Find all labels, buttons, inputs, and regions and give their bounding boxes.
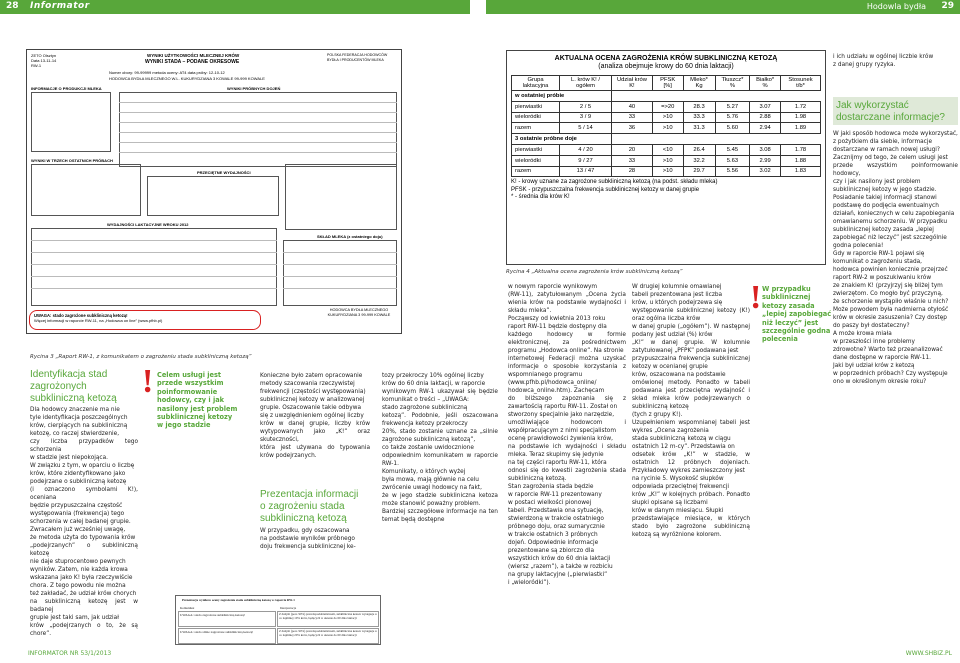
text-line: i ich udziału w ogólnej liczbie krów bbox=[833, 54, 934, 60]
text-line: na grupy laktacyjne („pierwiastki” bbox=[508, 572, 608, 578]
text-line: krów w danej grupie, liczby krów wytypowanych jako „K!” oraz skuteczności, bbox=[260, 421, 370, 443]
table-row bbox=[512, 101, 821, 112]
table-cell: 29.7 bbox=[683, 166, 715, 177]
table-header-cell: Białko* % bbox=[750, 76, 781, 91]
text-line: metody szacowania rzeczywistej bbox=[260, 381, 355, 387]
text-line: do bliższego zapoznania się z zawartością raportu RW-11. Został on bbox=[508, 396, 626, 410]
text-line: na podstawie ich wydajności i składu mleka. Teraz skupimy się jedynie bbox=[508, 444, 626, 458]
page-number-right: 29 bbox=[941, 1, 954, 11]
table-cell: 20 bbox=[612, 144, 653, 155]
table-header-cell: Tłuszcz* % bbox=[715, 76, 750, 91]
table-cell: 5.27 bbox=[715, 101, 750, 112]
table-cell: 33 bbox=[612, 155, 653, 166]
text-line: odpowiada przeciętnej frekwencji bbox=[632, 484, 730, 490]
text-line: krów, u których podejrzewa się bbox=[632, 300, 723, 306]
text-line: Posiadanie takiej informacji stanowi bbox=[833, 195, 937, 201]
test-milkings-block bbox=[119, 92, 397, 167]
table-cell: 3.02 bbox=[750, 166, 781, 177]
text-line: co także zostanie uwidocznione bbox=[382, 445, 474, 451]
table-cell: 1.88 bbox=[781, 155, 821, 166]
column3-text-top bbox=[260, 372, 370, 460]
text-line: w nowym raporcie wynikowym bbox=[508, 284, 598, 290]
text-line: w postaci wielkości pionowej bbox=[508, 500, 592, 506]
text-line: ostatnich 12 m-cy”. Przedstawia on bbox=[632, 444, 735, 450]
text-line: Zacznijmy od tego, że celem usługi jest bbox=[833, 155, 948, 161]
text-line: chora. Z tego powodu nie można bbox=[30, 583, 126, 589]
text-line: W jaki sposób hodowca może wykorzystać, bbox=[833, 131, 958, 137]
text-line: stworzony specjalnie jako narzędzie, bbox=[508, 412, 615, 418]
text-line: na tej części raportu RW-11, która bbox=[508, 460, 607, 466]
text-line: tozy przekroczy 10% ogólnej liczby bbox=[382, 373, 484, 379]
text-line: hodowca powinien koniecznie przejrzeć bbox=[833, 267, 948, 273]
text-line: też zakładać, że udział krów chorych bbox=[30, 591, 137, 597]
text-line: grupie jest taki sam, jak udział bbox=[30, 615, 119, 621]
table-header-cell: L. krów K! / ogółem bbox=[560, 76, 612, 91]
text-line: tyle identyfikacja poszczególnych bbox=[30, 415, 128, 421]
text-line: w raporcie RW-11 prezentowany bbox=[508, 492, 602, 498]
table-cell: =>20 bbox=[652, 101, 683, 112]
text-line: W drugiej kolumnie omawianej bbox=[632, 284, 722, 290]
text-line: w stadzie jest niepokojąca. bbox=[30, 455, 109, 461]
table-header-cell: PFSK [%] bbox=[652, 76, 683, 91]
callout-line: Celem usługi jest bbox=[157, 371, 222, 379]
text-line: Stan zagrożenia stada będzie bbox=[508, 484, 594, 490]
text-line: ketozą”. Podobnie, jeśli oszacowana frekwencja ketozy przekroczy bbox=[382, 413, 498, 427]
text-line: przedstawiające miesiące, w których stado było zagrożone subkliniczną ketozą są wyróżnione kolorem. bbox=[632, 516, 750, 538]
table-cell: 40 bbox=[612, 101, 653, 112]
rw1-interpretation-table: Prezentacja wyników oceny zagrożenia stada subkliniczną ketozą w raporcie RW-1 Komunikat Interpretacja UWAGA: stado zagrożone subkliniczną ketozą! Z dużym (pow. 90%) prawdopodobieństwem, subkliniczna ketoza występuje u co najmniej 10% krów, będących w okresie do 60 dnia laktacji UWAGA: stado silnie zagrożone subkliniczną ketozą! Z dużym (pow. 90%) prawdopodobieństwem, subkliniczna ketoza występuje u co najmniej 20% krów, będących w okresie do 60 dnia laktacji bbox=[175, 595, 381, 645]
column6-text bbox=[632, 283, 750, 539]
column3-text-bottom bbox=[260, 527, 370, 551]
table-header-cell: Udział krów K! bbox=[612, 76, 653, 91]
text-line: (www.pfhb.pl/hodowca_online/ bbox=[508, 380, 597, 386]
text-line: dostarczane w ramach nowej usługi? bbox=[833, 147, 940, 153]
page-number-left: 28 bbox=[6, 1, 19, 11]
text-line: działań, koniecznych w celu zapobiegania bbox=[833, 211, 955, 217]
text-line: odnosi się do kwestii zagrożenia stada subkliniczną ketozą. bbox=[508, 468, 626, 482]
table-cell: 5.45 bbox=[715, 144, 750, 155]
table-cell: 2.99 bbox=[750, 155, 781, 166]
text-line: wyników. Zatem, nie każda krowa bbox=[30, 567, 128, 573]
text-line: raport RW-2 w poszukiwaniu krów bbox=[833, 275, 932, 281]
table-row bbox=[512, 144, 821, 155]
text-line: frekwencji (częstości występowania) bbox=[260, 389, 366, 395]
composition-block bbox=[283, 240, 397, 306]
text-line: zapobiegać niż leczyć” jest szczególnie bbox=[833, 235, 947, 241]
text-line: dane dostępne w raporcie RW-11. bbox=[833, 355, 931, 361]
text-line: krów „podejrzanych o to, że są chore”. bbox=[30, 623, 138, 637]
text-line: omawianemu schorzeniu. W przypadku bbox=[833, 219, 947, 225]
table-cell: 1.83 bbox=[781, 166, 821, 177]
table-cell: 31.3 bbox=[683, 123, 715, 134]
text-line: (tych z grupy K!). bbox=[632, 412, 683, 418]
text-line: każdego hodowcy w formie elektronicznej, za pośrednictwem programu „Hodowca online”. Na stronie bbox=[508, 332, 626, 354]
text-line: że schorzenie wystąpiło właśnie u nich? bbox=[833, 299, 949, 305]
text-line: przede wszystkim poinformowanie hodowcy, bbox=[833, 163, 958, 177]
text-line: schorzenia w całej badanej grupie. bbox=[30, 519, 131, 525]
text-line: występowanie subklinicznej ketozy (K!) oraz ogólna liczba krów bbox=[632, 308, 750, 322]
callout-line: szczególnie godna bbox=[762, 327, 831, 336]
last-three-block bbox=[31, 164, 141, 216]
text-line: Dla hodowcy znaczenie ma nie bbox=[30, 407, 120, 413]
text-line: w przeszłości inne problemy bbox=[833, 339, 915, 345]
text-line: która jest używana do typowania krów podejrzanych. bbox=[260, 445, 370, 459]
text-line: stwierdzoną w trakcie ostatniego bbox=[508, 516, 604, 522]
text-line: tabeli. Przedstawia ona sytuację, bbox=[508, 508, 604, 514]
table-cell: 3 / 9 bbox=[560, 112, 612, 123]
table-cell: razem bbox=[512, 166, 560, 177]
text-line: krów w okresie zasuszenia? Czy dostęp bbox=[833, 315, 947, 321]
text-line: W związku z tym, w oparciu o liczbę bbox=[30, 463, 135, 469]
text-line: zwierzętom. Co mogło być przyczyną, bbox=[833, 291, 943, 297]
text-line: będzie przypuszczalna częstość bbox=[30, 503, 123, 509]
footer-right: WWW.SHBIZ.PL bbox=[905, 650, 952, 657]
table-cell: 13 / 47 bbox=[560, 166, 612, 177]
text-line: zdrowotne? Warto też przeanalizować bbox=[833, 347, 943, 353]
text-line: komunikat o zagrożeniu stada, bbox=[833, 259, 923, 265]
table-cell: 26.4 bbox=[683, 144, 715, 155]
text-line: internetowej Federacji można uzyskać informacje o sposobie korzystania z wspomnianego programu bbox=[508, 356, 626, 378]
table-cell: 3.07 bbox=[750, 101, 781, 112]
column4-text bbox=[382, 372, 498, 524]
text-line: czy i jak nasilony jest problem bbox=[833, 179, 921, 185]
text-line: z pożytkiem dla siebie, informacje bbox=[833, 139, 933, 145]
section-lactation: WYDAJNOŚCI LAKTACYJNE WROKU 2012 bbox=[107, 222, 189, 227]
text-line: „podejrzanych” o subkliniczną ketozę bbox=[30, 543, 138, 557]
left-column-text bbox=[30, 406, 138, 638]
text-line: (RW-11), zatytułowanym „Ocena życia wienia krów na podstawie wydajności i składu mleka”. bbox=[508, 292, 626, 314]
assessment-title: AKTUALNA OCENA ZAGROŻENIA KRÓW SUBKLINICZNĄ KETOZĄ bbox=[554, 55, 778, 62]
table-row bbox=[512, 155, 821, 166]
table-header-cell: Grupa laktacyjna bbox=[512, 76, 560, 91]
heading-presentation: Prezentacja informacji o zagrożeniu stada subkliniczną ketozą bbox=[260, 489, 359, 524]
text-line: (wiersz „razem”), a także w rozbiciu bbox=[508, 564, 613, 570]
column5-text bbox=[508, 283, 626, 587]
farm-line: Numer obory: 99-99999 metoda oceny: AT4 data próby: 12-10-12 bbox=[109, 70, 225, 75]
text-line: występowania (frekwencja) tego bbox=[30, 511, 125, 517]
table-cell: 5.56 bbox=[715, 166, 750, 177]
text-line: czy liczba przypadków tego schorzenia bbox=[30, 439, 138, 453]
text-line: podstawę do podjęcia ewentualnych bbox=[833, 203, 939, 209]
text-line: Komunikaty, o których wyżej bbox=[382, 469, 466, 475]
table-cell: 36 bbox=[612, 123, 653, 134]
page-header-right bbox=[486, 0, 960, 14]
text-line: Jaki był udział krów z ketozą bbox=[833, 363, 915, 369]
text-line: wynikowym RW-1 ukazywał się będzie komunikat o treści – „UWAGA: bbox=[382, 389, 498, 403]
text-line: na rycinie 5. Wysokość słupków bbox=[632, 476, 724, 482]
text-line: Może powodem była nadmierna otyłość bbox=[833, 307, 949, 313]
text-line: w poprzednich próbach? Czy występuje bbox=[833, 371, 948, 377]
farm-line2: HODOWCA BYDŁA MLECZNEGO W.L. KUKURYDZIANA 3 KOWALE 99-999 KOWALE bbox=[109, 76, 265, 81]
ketosis-assessment-table bbox=[506, 50, 826, 265]
text-line: tabeli prezentowana jest liczba bbox=[632, 292, 723, 298]
production-block bbox=[31, 92, 111, 152]
text-line: ono w określonym okresie roku? bbox=[833, 379, 927, 385]
text-line: ketozę, co raczej stwierdzenie, bbox=[30, 431, 120, 437]
report-title: WYNIKI UŻYTKOWOŚCI MLECZNEJ KRÓW bbox=[147, 53, 240, 58]
callout-line: nasilony jest problem bbox=[157, 404, 238, 413]
text-line: Gdy w raporcie RW-1 pojawi się bbox=[833, 251, 925, 257]
table-cell: 32.2 bbox=[683, 155, 715, 166]
text-line: zwrócenie uwagi hodowcy na fakt, bbox=[382, 485, 482, 491]
text-line: (i oznaczono symbolami K!), oceniana bbox=[30, 487, 138, 501]
text-line: na subkliniczną ketozę jest w badanej bbox=[30, 599, 138, 613]
text-line: krów, cierpiących na subkliniczną bbox=[30, 423, 128, 429]
table-cell: 33 bbox=[612, 112, 653, 123]
text-line: Bardziej szczegółowe informacje na ten temat będą dostępne bbox=[382, 509, 498, 523]
text-line: dojeń. Odpowiednie informacje bbox=[508, 540, 599, 546]
table-header-cell: Stosunek t/b* bbox=[781, 76, 821, 91]
text-line: W przypadku, gdy oszacowana bbox=[260, 528, 350, 534]
heading-identification: Identyfikacja stad zagrożonych subkliniczną ketozą bbox=[30, 369, 117, 404]
exclamation-icon: ! bbox=[142, 363, 154, 400]
table-cell: >10 bbox=[652, 166, 683, 177]
callout-line: subklinicznej ketozy bbox=[157, 413, 233, 422]
text-line: krów „K!” w kolejnych próbach. Ponadto słupki opisane są liczbami bbox=[632, 492, 750, 506]
callout-line: ketozy zasada bbox=[762, 301, 815, 310]
text-line: odsetek krów „K!” w stadzie, w ostatnich 12 próbnych dojeniach. Przykładowy wykres zamieszczony jest bbox=[632, 452, 750, 474]
assessment-footnotes: K! - krowy uznane za zagrożone subkliniczną ketozą (na podst. składu mleka) PFSK - przypuszczalna frekwencja subklinicznej ketozy w danej grupie * - średnia dla krów K! bbox=[511, 179, 718, 201]
callout-line: „lepiej zapobiegać bbox=[762, 310, 832, 319]
table-cell: >10 bbox=[652, 112, 683, 123]
text-line: A może krowa miała bbox=[833, 331, 892, 337]
table-cell: 5.76 bbox=[715, 112, 750, 123]
assessment-subtitle: (analiza obejmuje krowy do 60 dnia laktacji) bbox=[598, 63, 734, 70]
text-line: godna polecenia! bbox=[833, 243, 884, 249]
callout-service-goal bbox=[157, 371, 252, 430]
column7-text-top bbox=[833, 53, 958, 69]
table-cell: 4 / 20 bbox=[560, 144, 612, 155]
text-line: Uzupełnieniem wspomnianej tabeli jest wykres „Ocena zagrożenia bbox=[632, 420, 750, 434]
table-cell: 5.63 bbox=[715, 155, 750, 166]
text-line: do paszy był dostateczny? bbox=[833, 323, 910, 329]
text-line: stada subkliniczną ketozą w ciągu bbox=[632, 436, 731, 442]
table-cell: 9 / 27 bbox=[560, 155, 612, 166]
rw1-report-figure bbox=[26, 49, 402, 334]
text-line: krów, które zidentyfikowano jako bbox=[30, 471, 126, 477]
text-line: krów do 60 dnia laktacji, w raporcie bbox=[382, 381, 486, 387]
table-cell: 5 / 14 bbox=[560, 123, 612, 134]
text-line: próbnego doju, oraz sumarycznie bbox=[508, 524, 605, 530]
section-last-three: WYNIKI W TRZECH OSTATNICH PRÓBACH bbox=[31, 158, 113, 163]
text-line: doju frekwencja subklinicznej ke- bbox=[260, 544, 356, 550]
text-line: grupie. Oszacowanie takie odbywa bbox=[260, 405, 362, 411]
text-line: stado zagrożone subkliniczną bbox=[382, 405, 468, 411]
table-cell: pierwiastki bbox=[512, 144, 560, 155]
callout-line: hodowcy, czy i jak bbox=[157, 396, 225, 405]
table-row bbox=[512, 166, 821, 177]
table-cell: 2.94 bbox=[750, 123, 781, 134]
heading-how-to-use: Jak wykorzystać dostarczane informacje? bbox=[836, 100, 945, 123]
text-line: ze znakiem K! (przyjrzyj się bliżej tym bbox=[833, 283, 943, 289]
text-line: na podstawie wyników próbnego bbox=[260, 536, 355, 542]
section-avg-yields: PRZECIĘTNE WYDAJNOŚCI bbox=[197, 170, 251, 175]
text-line: umożliwiające hodowcom i współpracującym z nimi specjalistom bbox=[508, 420, 626, 434]
callout-line: poinformowanie bbox=[157, 387, 218, 396]
text-line: podejrzane o subkliniczną ketozę bbox=[30, 479, 127, 485]
figure3-caption: Rycina 3 „Raport RW-1, z komunikatem o zagrożeniu stada subkliniczną ketozą” bbox=[30, 354, 252, 360]
text-line: „K!” w danej grupie. W kolumnie zatytułowanej „PFPK” podawana jest bbox=[632, 340, 750, 354]
callout-line: polecenia bbox=[762, 335, 798, 344]
text-line: w trakcie ostatnich 3 próbnych bbox=[508, 532, 598, 538]
section-test-milkings: WYNIKI PRÓBNYCH DOJEŃ bbox=[227, 86, 281, 91]
footer-left: INFORMATOR NR 53/1/2013 bbox=[28, 650, 112, 657]
table-cell: 1.78 bbox=[781, 144, 821, 155]
text-line: ocenę prawidłowości żywienia krów, bbox=[508, 436, 613, 442]
text-line: że metoda użyta do typowania krów bbox=[30, 535, 136, 541]
table-cell: 3.08 bbox=[750, 144, 781, 155]
section-milk-composition: SKŁAD MLEKA (z ostatniego doju) bbox=[317, 234, 383, 239]
text-line: że w jego stadzie subkliniczna ketoza może stanowić poważny problem. bbox=[382, 493, 498, 507]
table-cell: wieloródki bbox=[512, 112, 560, 123]
report-org: ZETO Olsztyn Data 13-11-14 RW-1 bbox=[31, 53, 57, 68]
callout-line: subklinicznej bbox=[762, 293, 811, 302]
text-line: Począwszy od kwietnia 2013 roku bbox=[508, 316, 606, 322]
table-cell: pierwiastki bbox=[512, 101, 560, 112]
table-cell: 33.3 bbox=[683, 112, 715, 123]
table-cell: 1.72 bbox=[781, 101, 821, 112]
text-line: subklinicznej ketozy w analizowanej bbox=[260, 397, 365, 403]
callout-line: w jego stadzie bbox=[157, 421, 211, 430]
federation-name: POLSKA FEDERACJA HODOWCÓW BYDŁA I PRODUCENTÓW MLEKA bbox=[327, 53, 388, 62]
text-line: przypuszczalna frekwencja subklinicznej ketozy w ocenianej grupie bbox=[632, 356, 750, 370]
page-header-left bbox=[0, 0, 470, 14]
text-line: nie daje stuprocentowo pewnych bbox=[30, 559, 126, 565]
text-line: Konieczne było zatem opracowanie bbox=[260, 373, 363, 379]
table-row bbox=[512, 123, 821, 134]
text-line: się z uwzględnieniem ogólnej liczby bbox=[260, 413, 364, 419]
table-cell: <10 bbox=[652, 144, 683, 155]
text-line: z danej grupy ryzyka. bbox=[833, 62, 896, 68]
callout-line: niż leczyć” jest bbox=[762, 318, 819, 327]
table-cell: 1.89 bbox=[781, 123, 821, 134]
text-line: hodowca_online.htm). Zachęcam bbox=[508, 388, 605, 394]
text-line: w danej grupie („ogółem”). W następnej podany jest udział (%) krów bbox=[632, 324, 750, 338]
table-cell: 28 bbox=[612, 166, 653, 177]
text-line: krów, oszacowana na podstawie bbox=[632, 372, 726, 378]
magazine-logo: Informator bbox=[30, 1, 90, 11]
exclamation-icon-2: ! bbox=[750, 279, 762, 316]
section-name: Hodowla bydła bbox=[866, 2, 926, 11]
avg-yields-block bbox=[147, 176, 279, 216]
text-line: Zwracałem już wcześniej uwagę, bbox=[30, 527, 126, 533]
text-line: raport RW-11 będzie dostępny dla bbox=[508, 324, 607, 330]
callout-line: W przypadku bbox=[762, 285, 811, 293]
text-line: odpowiednim komunikatem w raporcie RW-1. bbox=[382, 453, 498, 467]
table-cell: wieloródki bbox=[512, 155, 560, 166]
table-cell: 1.98 bbox=[781, 112, 821, 123]
text-line: subklinicznej ketozy zasada „lepiej bbox=[833, 227, 934, 233]
ketosis-alert-stamp: UWAGA: stado zagrożone subkliniczną ketozą! Więcej informacji w raporcie RW-11, na „Hodowca on line” (www.pfhb.pl) bbox=[29, 310, 261, 330]
text-line: wskazana jako K! była rzeczywiście bbox=[30, 575, 133, 581]
callout-prevention bbox=[762, 285, 832, 344]
assessment-table: Grupa laktacyjna L. krów K! / ogółem Udział krów K! PFSK [%] Mleko* Kg Tłuszcz* % Białko* % Stosunek t/b* w ostatniej próbie pierwiastki 2 / 5 40 =>20 28.3 5.27 3.07 1.72 wieloródki 3 / 9 33 >10 33.3 5.76 2.88 1.98 razem 5 / 14 36 >10 31.3 5.60 2.94 1.89 3 ostatnie próbne doje pierwiastki 4 / 20 20 <10 26.4 5.45 3.08 1.78 wieloródki 9 / 27 33 >10 32.2 5.63 2.99 1.88 razem 13 / 47 28 >10 29.7 5.56 3.02 1.83 bbox=[511, 75, 821, 177]
text-line: omówionej metody. Ponadto w tabeli podawana jest przeciętna wydajność i skład mleka krów podejrzewanych o subkliniczną ketozę bbox=[632, 380, 750, 410]
report-subtitle: WYNIKI STADA – PODANE OKRESOWE bbox=[145, 59, 240, 65]
farm-address: HODOWCA BYDŁA MLECZNEGO KUKURYDZIANA 3 99-999 KOWALE bbox=[327, 308, 391, 317]
table-cell: 28.3 bbox=[683, 101, 715, 112]
section-production: INFORMACJE O PRODUKCJI MLEKA bbox=[31, 86, 102, 91]
figure4-caption: Rycina 4 „Aktualna ocena zagrożenia krów subkliniczną ketozą” bbox=[506, 269, 683, 275]
milk-chart-block bbox=[285, 164, 397, 230]
table-cell: >10 bbox=[652, 155, 683, 166]
text-line: 20%, stado zostanie uznane za „silnie zagrożone subkliniczną ketozą”, bbox=[382, 429, 498, 443]
text-line: była mowa, mają głównie na celu bbox=[382, 477, 479, 483]
text-line: krów w danym miesiącu. Słupki bbox=[632, 508, 724, 514]
column7-text bbox=[833, 130, 958, 386]
text-line: subklinicznej ketozy w jego stadzie. bbox=[833, 187, 937, 193]
table-header-cell: Mleko* Kg bbox=[683, 76, 715, 91]
text-line: i „wieloródki”). bbox=[508, 580, 551, 586]
text-line: wszystkich krów do 60 dnia laktacji bbox=[508, 556, 611, 562]
table-cell: 5.60 bbox=[715, 123, 750, 134]
table-cell: 2 / 5 bbox=[560, 101, 612, 112]
table-cell: razem bbox=[512, 123, 560, 134]
text-line: prezentowane są zbiorczo dla bbox=[508, 548, 594, 554]
table-cell: 2.88 bbox=[750, 112, 781, 123]
table-row bbox=[512, 112, 821, 123]
callout-line: przede wszystkim bbox=[157, 379, 224, 388]
table-cell: >10 bbox=[652, 123, 683, 134]
